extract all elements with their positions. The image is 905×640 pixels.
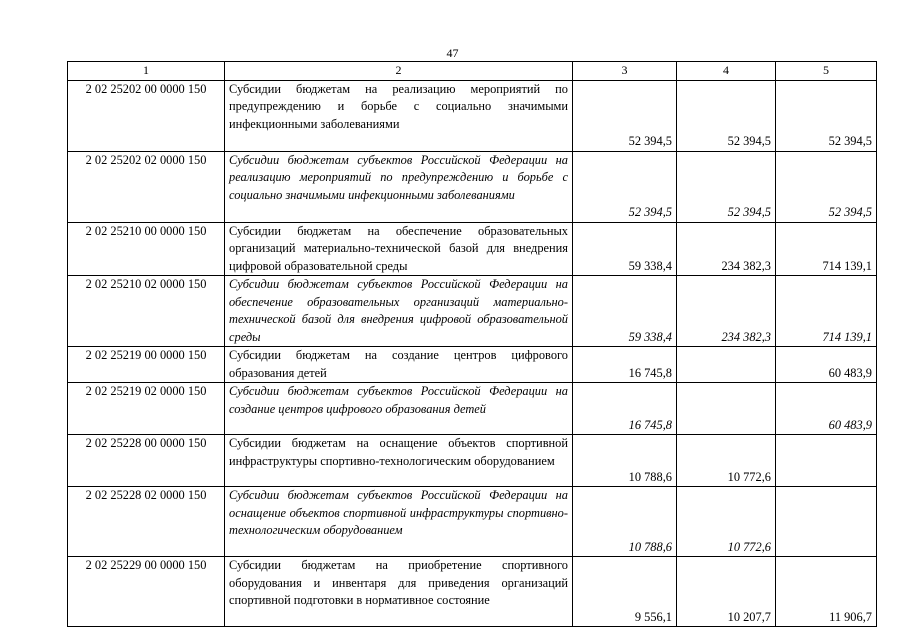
table-row: [68, 80, 877, 151]
budget-code: 2 02 25219 02 0000 150: [68, 383, 225, 435]
row-description: Субсидии бюджетам на реализацию мероприятий по предупреждению и борьбе с социально значимыми инфекционными заболеваниями: [225, 80, 573, 151]
table-row: [68, 383, 877, 435]
budget-code: 2 02 25202 02 0000 150: [68, 151, 225, 222]
budget-code: 2 02 25210 02 0000 150: [68, 276, 225, 347]
value-col-3: 10 788,6: [573, 487, 677, 557]
value-col-4: 10 772,6: [677, 487, 776, 557]
budget-code: 2 02 25228 00 0000 150: [68, 435, 225, 487]
value-col-4: [677, 383, 776, 435]
row-description: Субсидии бюджетам субъектов Российской Федерации на реализацию мероприятий по предупреждению и борьбе с социально значимыми инфекционными заболеваниями: [225, 151, 573, 222]
table-row: [68, 347, 877, 383]
column-header: 2: [225, 62, 573, 81]
table-row: [68, 557, 877, 627]
value-col-5: 714 139,1: [776, 276, 877, 347]
value-col-4: 234 382,3: [677, 276, 776, 347]
column-header: 5: [776, 62, 877, 81]
row-description: Субсидии бюджетам на оснащение объектов спортивной инфраструктуры спортивно-технологическим оборудованием: [225, 435, 573, 487]
column-header: 4: [677, 62, 776, 81]
row-description: Субсидии бюджетам субъектов Российской Федерации на оснащение объектов спортивной инфраструктуры спортивно-технологическим оборудованием: [225, 487, 573, 557]
value-col-5: 60 483,9: [776, 347, 877, 383]
column-header: 3: [573, 62, 677, 81]
value-col-3: 52 394,5: [573, 151, 677, 222]
budget-code: 2 02 25202 00 0000 150: [68, 80, 225, 151]
value-col-5: 52 394,5: [776, 151, 877, 222]
row-description: Субсидии бюджетам субъектов Российской Федерации на создание центров цифрового образования детей: [225, 383, 573, 435]
budget-code: 2 02 25228 02 0000 150: [68, 487, 225, 557]
value-col-3: 59 338,4: [573, 276, 677, 347]
column-header: 1: [68, 62, 225, 81]
value-col-4: 52 394,5: [677, 151, 776, 222]
value-col-4: 52 394,5: [677, 80, 776, 151]
table-row: [68, 435, 877, 487]
value-col-3: 10 788,6: [573, 435, 677, 487]
row-description: Субсидии бюджетам на создание центров цифрового образования детей: [225, 347, 573, 383]
table-row: [68, 222, 877, 276]
value-col-5: [776, 435, 877, 487]
table-row: [68, 487, 877, 557]
value-col-4: 234 382,3: [677, 222, 776, 276]
value-col-3: 16 745,8: [573, 347, 677, 383]
budget-code: 2 02 25219 00 0000 150: [68, 347, 225, 383]
budget-table: [67, 61, 877, 627]
value-col-5: 714 139,1: [776, 222, 877, 276]
value-col-3: 16 745,8: [573, 383, 677, 435]
value-col-4: [677, 347, 776, 383]
row-description: Субсидии бюджетам субъектов Российской Федерации на обеспечение образовательных организаций материально-технической базой для внедрения цифровой образовательной среды: [225, 276, 573, 347]
value-col-3: 59 338,4: [573, 222, 677, 276]
value-col-5: 52 394,5: [776, 80, 877, 151]
value-col-5: 60 483,9: [776, 383, 877, 435]
value-col-4: 10 772,6: [677, 435, 776, 487]
value-col-3: 9 556,1: [573, 557, 677, 627]
budget-code: 2 02 25210 00 0000 150: [68, 222, 225, 276]
table-row: [68, 276, 877, 347]
value-col-3: 52 394,5: [573, 80, 677, 151]
row-description: Субсидии бюджетам на обеспечение образовательных организаций материально-технической базой для внедрения цифровой образовательной среды: [225, 222, 573, 276]
budget-code: 2 02 25229 00 0000 150: [68, 557, 225, 627]
value-col-5: [776, 487, 877, 557]
value-col-5: 11 906,7: [776, 557, 877, 627]
header-row: [68, 62, 877, 81]
value-col-4: 10 207,7: [677, 557, 776, 627]
row-description: Субсидии бюджетам на приобретение спортивного оборудования и инвентаря для приведения организаций спортивной подготовки в нормативное состояние: [225, 557, 573, 627]
table-row: [68, 151, 877, 222]
page-number: 47: [446, 46, 459, 60]
